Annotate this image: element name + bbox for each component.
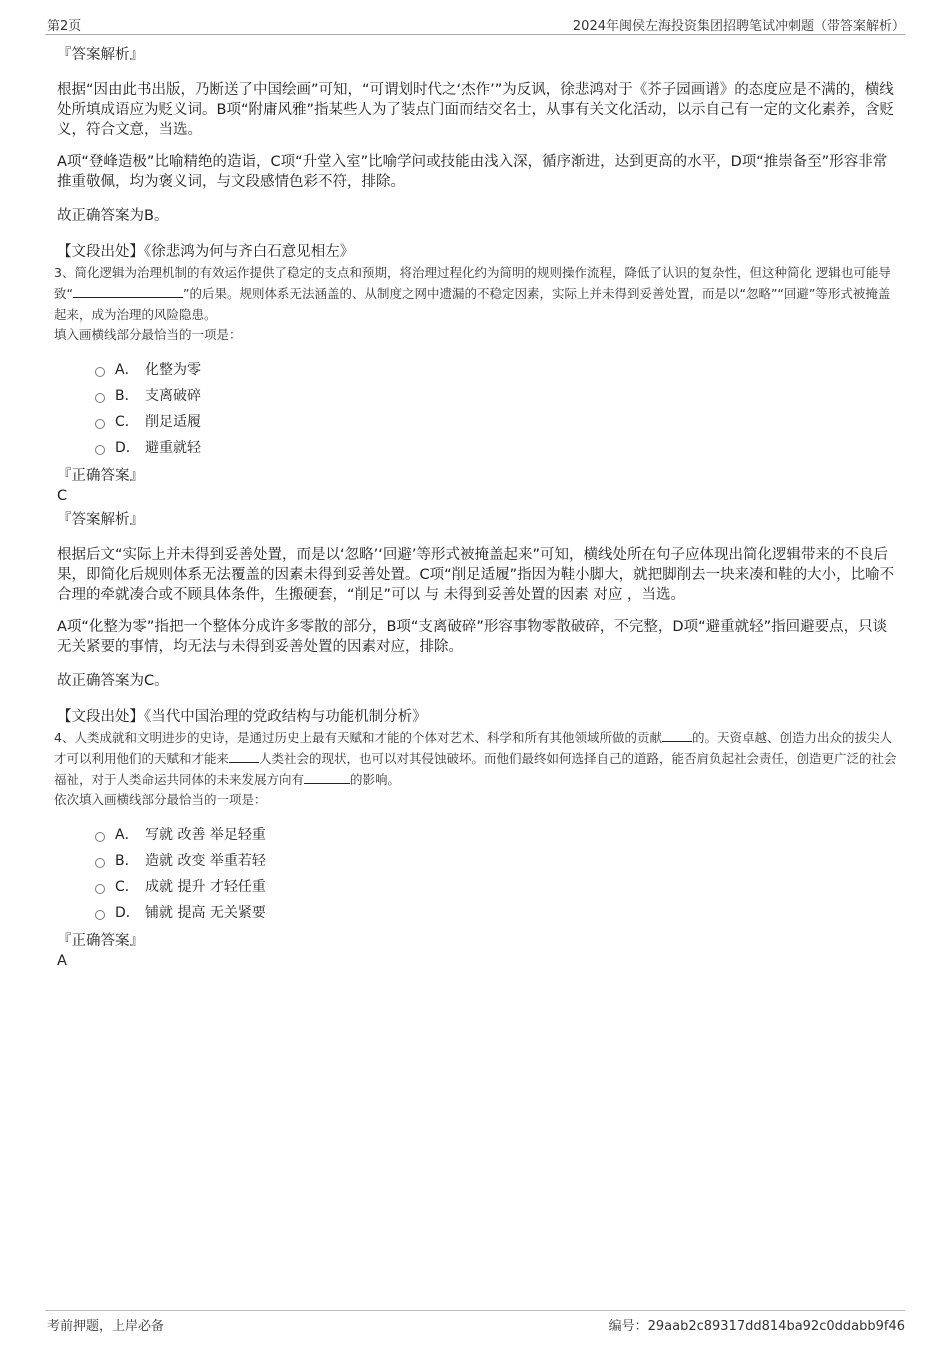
document-id: 编号：29aab2c89317dd814ba92c0ddabb9f46	[608, 1319, 905, 1334]
radio-icon[interactable]	[95, 858, 105, 868]
conclusion-text: 故正确答案为B。	[57, 208, 169, 224]
option-b[interactable]: B． 造就 改变 举重若轻	[95, 848, 897, 874]
option-d[interactable]: D． 铺就 提高 无关紧要	[95, 900, 897, 926]
question-3-prompt: 填入画横线部分最恰当的一项是：	[54, 327, 242, 342]
document-title: 2024年闽侯左海投资集团招聘笔试冲刺题（带答案解析）	[572, 19, 905, 34]
analysis-paragraph: 根据“因由此书出版，乃断送了中国绘画”可知，“可谓划时代之‘杰作’”为反讽，徐悲鸿对于《芥子园画谱》的态度应是不满的，横线处所填成语应为贬义词。B项“附庸风雅”指某些人为了装点门面而结交名士，从事有关文化活动，以示自己有一定的文化素养，含贬义，符合文意，当选。	[57, 82, 894, 138]
page-content	[54, 44, 897, 970]
radio-icon[interactable]	[95, 832, 105, 842]
page-footer	[45, 1310, 905, 1335]
fill-blank	[73, 283, 183, 298]
correct-answer-label: 『正确答案』	[57, 933, 144, 949]
analysis-label: 『答案解析』	[57, 47, 144, 63]
question-3-options	[95, 357, 897, 461]
conclusion-text: 故正确答案为C。	[57, 673, 169, 689]
radio-icon[interactable]	[95, 910, 105, 920]
source-text: 【文段出处】《徐悲鸿为何与齐白石意见相左》	[57, 244, 355, 260]
correct-answer: A	[57, 953, 67, 969]
radio-icon[interactable]	[95, 393, 105, 403]
radio-icon[interactable]	[95, 445, 105, 455]
page-number: 第2页	[47, 19, 82, 34]
radio-icon[interactable]	[95, 367, 105, 377]
question-4-options	[95, 822, 897, 926]
analysis-paragraph: A项“化整为零”指把一个整体分成许多零散的部分，B项“支离破碎”形容事物零散破碎，不完整，D项“避重就轻”指回避要点，只谈无关紧要的事情，均无法与未得到妥善处置的因素对应，排除。	[57, 619, 888, 655]
correct-answer-label: 『正确答案』	[57, 468, 144, 484]
fill-blank	[229, 748, 259, 763]
correct-answer: C	[57, 488, 68, 504]
analysis-paragraph: 根据后文“实际上并未得到妥善处置，而是以‘忽略’‘回避’等形式被掩盖起来”可知，横线处所在句子应体现出简化逻辑带来的不良后果，即简化后规则体系无法覆盖的因素未得到妥善处置。C项“削足适履”指因为鞋小脚大，就把脚削去一块来凑和鞋的大小，比喻不合理的牵就凑合或不顾具体条件，生搬硬套，“削足”可以 与 未得到妥善处置的因素 对应 ，当选。	[57, 547, 895, 603]
fill-blank	[304, 769, 350, 784]
source-text: 【文段出处】《当代中国治理的党政结构与功能机制分析》	[57, 709, 427, 725]
option-a[interactable]: A． 写就 改善 举足轻重	[95, 822, 897, 848]
fill-blank	[662, 727, 692, 742]
option-a[interactable]: A． 化整为零	[95, 357, 897, 383]
footer-slogan: 考前押题，上岸必备	[47, 1319, 165, 1334]
question-4-prompt: 依次填入画横线部分最恰当的一项是：	[54, 792, 267, 807]
question-3-text: 3、简化逻辑为治理机制的有效运作提供了稳定的支点和预期，将治理过程化约为简明的规则操作流程，降低了认识的复杂性，但这种简化 逻辑也可能导致“ ”的后果。规则体系无法涵盖的、从制度之网中遗漏的不稳定因素，实际上并未得到妥善处置，而是以“忽略”“回避”等形式被掩盖起来，成为治理的风险隐患。	[54, 265, 891, 322]
page-header	[45, 14, 905, 35]
option-c[interactable]: C． 削足适履	[95, 409, 897, 435]
option-b[interactable]: B． 支离破碎	[95, 383, 897, 409]
option-d[interactable]: D． 避重就轻	[95, 435, 897, 461]
question-4-text: 4、人类成就和文明进步的史诗，是通过历史上最有天赋和才能的个体对艺术、科学和所有其他领域所做的贡献 的。天资卓越、创造力出众的拔尖人才可以利用他们的天赋和才能来 人类社会的现状，也可以对其侵蚀破坏。而他们最终如何选择自己的道路，能否肩负起社会责任，创造更广泛的社会福祉，对于人类命运共同体的未来发展方向有 的影响。	[54, 727, 897, 790]
radio-icon[interactable]	[95, 419, 105, 429]
radio-icon[interactable]	[95, 884, 105, 894]
option-c[interactable]: C． 成就 提升 才轻任重	[95, 874, 897, 900]
analysis-label: 『答案解析』	[57, 512, 144, 528]
analysis-paragraph: A项“登峰造极”比喻精绝的造诣，C项“升堂入室”比喻学问或技能由浅入深，循序渐进，达到更高的水平，D项“推崇备至”形容非常推重敬佩，均为褒义词，与文段感情色彩不符，排除。	[57, 154, 888, 190]
